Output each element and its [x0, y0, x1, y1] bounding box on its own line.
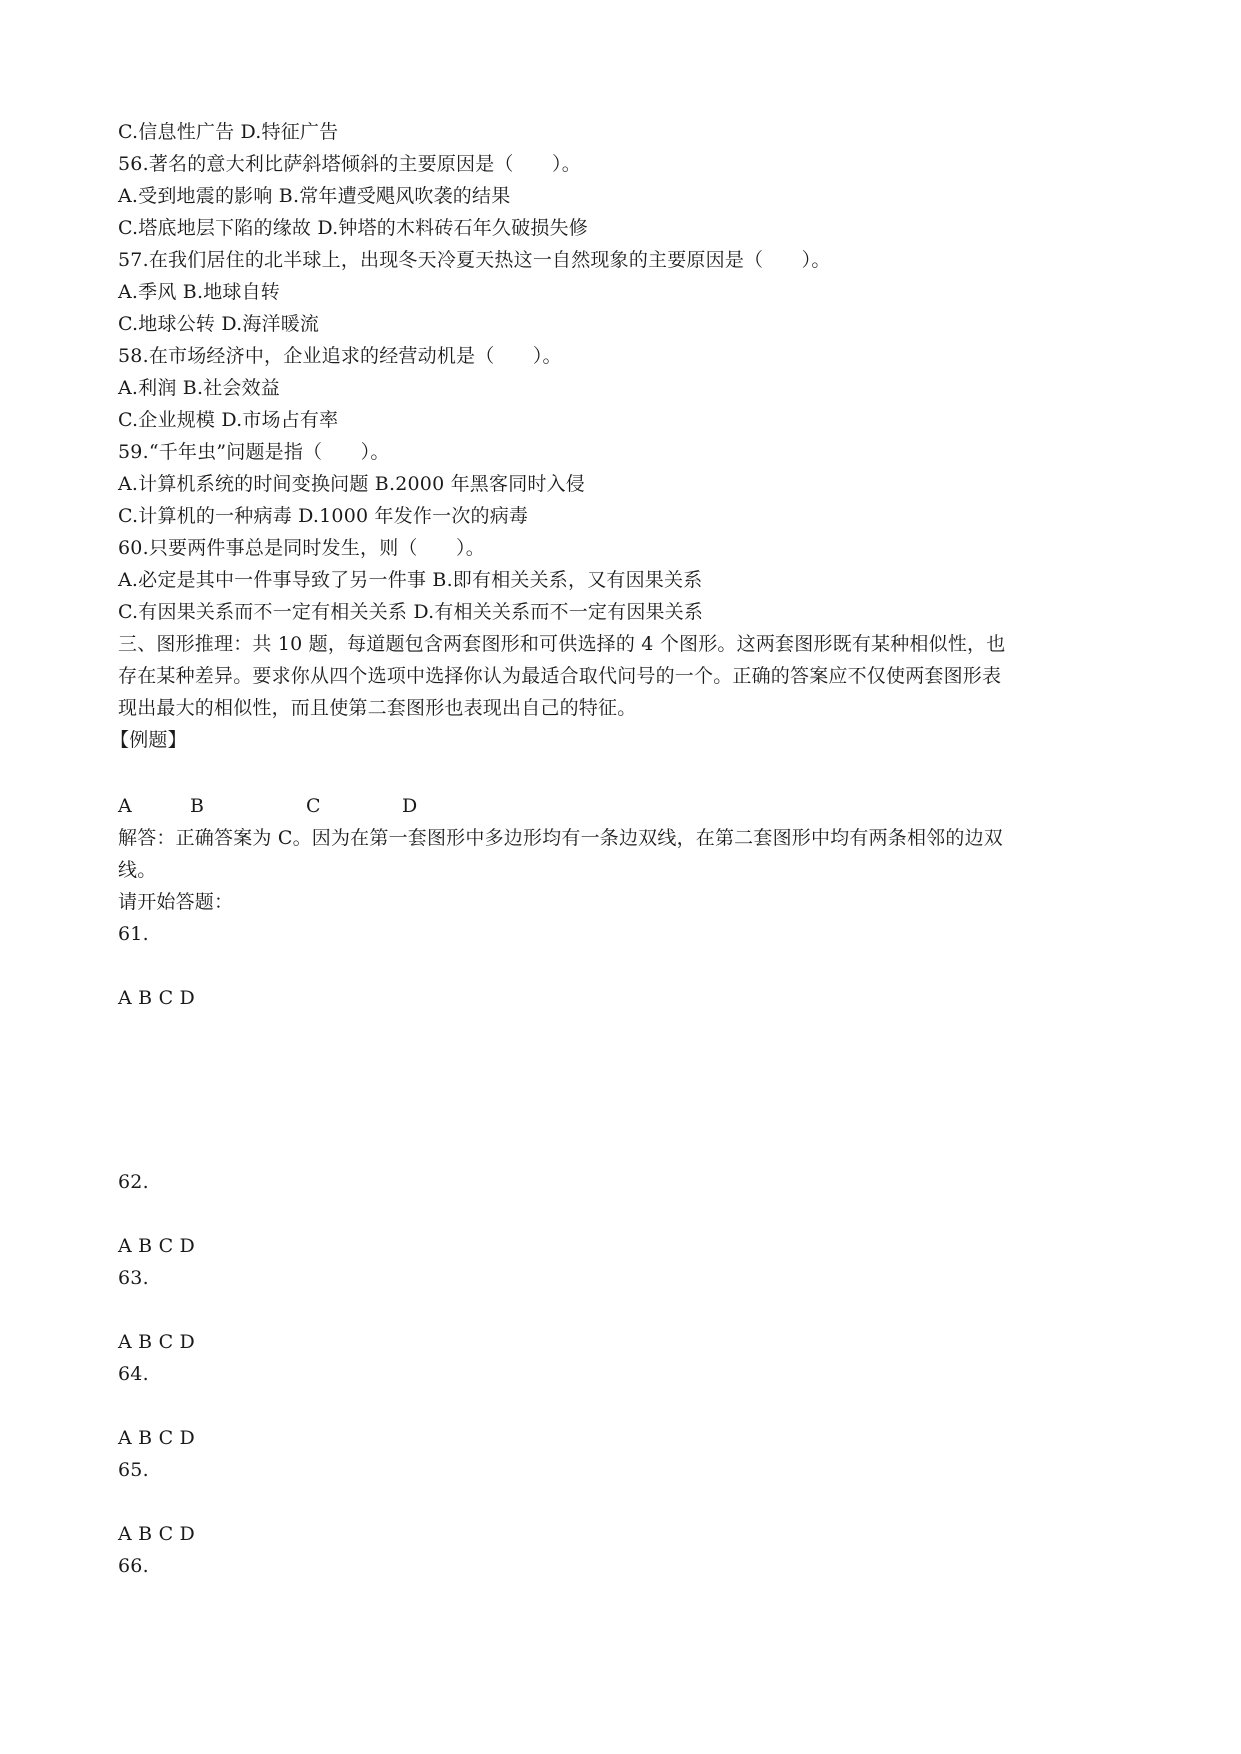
question-60: 60.只要两件事总是同时发生，则（ ）。 [118, 537, 485, 559]
text-line: A.季风 B.地球自转 [118, 281, 281, 303]
example-options-row [118, 794, 417, 818]
question-56: 56.著名的意大利比萨斜塔倾斜的主要原因是（ ）。 [118, 153, 581, 175]
question-64-number: 64. [118, 1363, 149, 1385]
question-61-options: A B C D [118, 987, 195, 1009]
text-line: 存在某种差异。要求你从四个选项中选择你认为最适合取代问号的一个。正确的答案应不仅使两套图形表 [118, 665, 1002, 687]
question-65-number: 65. [118, 1459, 149, 1481]
question-61-number: 61. [118, 923, 149, 945]
text-line: 现出最大的相似性，而且使第二套图形也表现出自己的特征。 [118, 697, 637, 719]
question-57: 57.在我们居住的北半球上，出现冬天冷夏天热这一自然现象的主要原因是（ ）。 [118, 249, 831, 271]
option-label: D [402, 795, 418, 817]
text-line: C.地球公转 D.海洋暖流 [118, 313, 320, 335]
section-heading: 三、图形推理：共 10 题，每道题包含两套图形和可供选择的 4 个图形。这两套图形既有某种相似性，也 [118, 633, 1006, 655]
text-line: C.计算机的一种病毒 D.1000 年发作一次的病毒 [118, 505, 529, 527]
text-line: C.有因果关系而不一定有相关关系 D.有相关关系而不一定有因果关系 [118, 601, 704, 623]
question-63-number: 63. [118, 1267, 149, 1289]
question-65-options: A B C D [118, 1523, 195, 1545]
text-line: A.受到地震的影响 B.常年遭受飓风吹袭的结果 [118, 185, 511, 207]
text-line: A.计算机系统的时间变换问题 B.2000 年黑客同时入侵 [118, 473, 585, 495]
question-64-options: A B C D [118, 1427, 195, 1449]
answer-explanation: 线。 [118, 859, 157, 881]
option-label: B [190, 795, 205, 817]
text-line: A.必定是其中一件事导致了另一件事 B.即有相关关系，又有因果关系 [118, 569, 703, 591]
example-heading: 【例题】 [110, 729, 187, 751]
option-label: A [118, 795, 132, 817]
option-label: C [306, 795, 321, 817]
text-line: C.信息性广告 D.特征广告 [118, 121, 339, 143]
answer-explanation: 解答：正确答案为 C。因为在第一套图形中多边形均有一条边双线，在第二套图形中均有两条相邻的边双 [118, 827, 1003, 849]
question-62-number: 62. [118, 1171, 149, 1193]
question-62-options: A B C D [118, 1235, 195, 1257]
question-58: 58.在市场经济中，企业追求的经营动机是（ ）。 [118, 345, 562, 367]
text-line: C.塔底地层下陷的缘故 D.钟塔的木料砖石年久破损失修 [118, 217, 588, 239]
question-59: 59.“千年虫”问题是指（ ）。 [118, 441, 390, 463]
start-prompt: 请开始答题： [118, 891, 234, 913]
question-63-options: A B C D [118, 1331, 195, 1353]
text-line: A.利润 B.社会效益 [118, 377, 281, 399]
question-66-number: 66. [118, 1555, 149, 1577]
text-line: C.企业规模 D.市场占有率 [118, 409, 339, 431]
